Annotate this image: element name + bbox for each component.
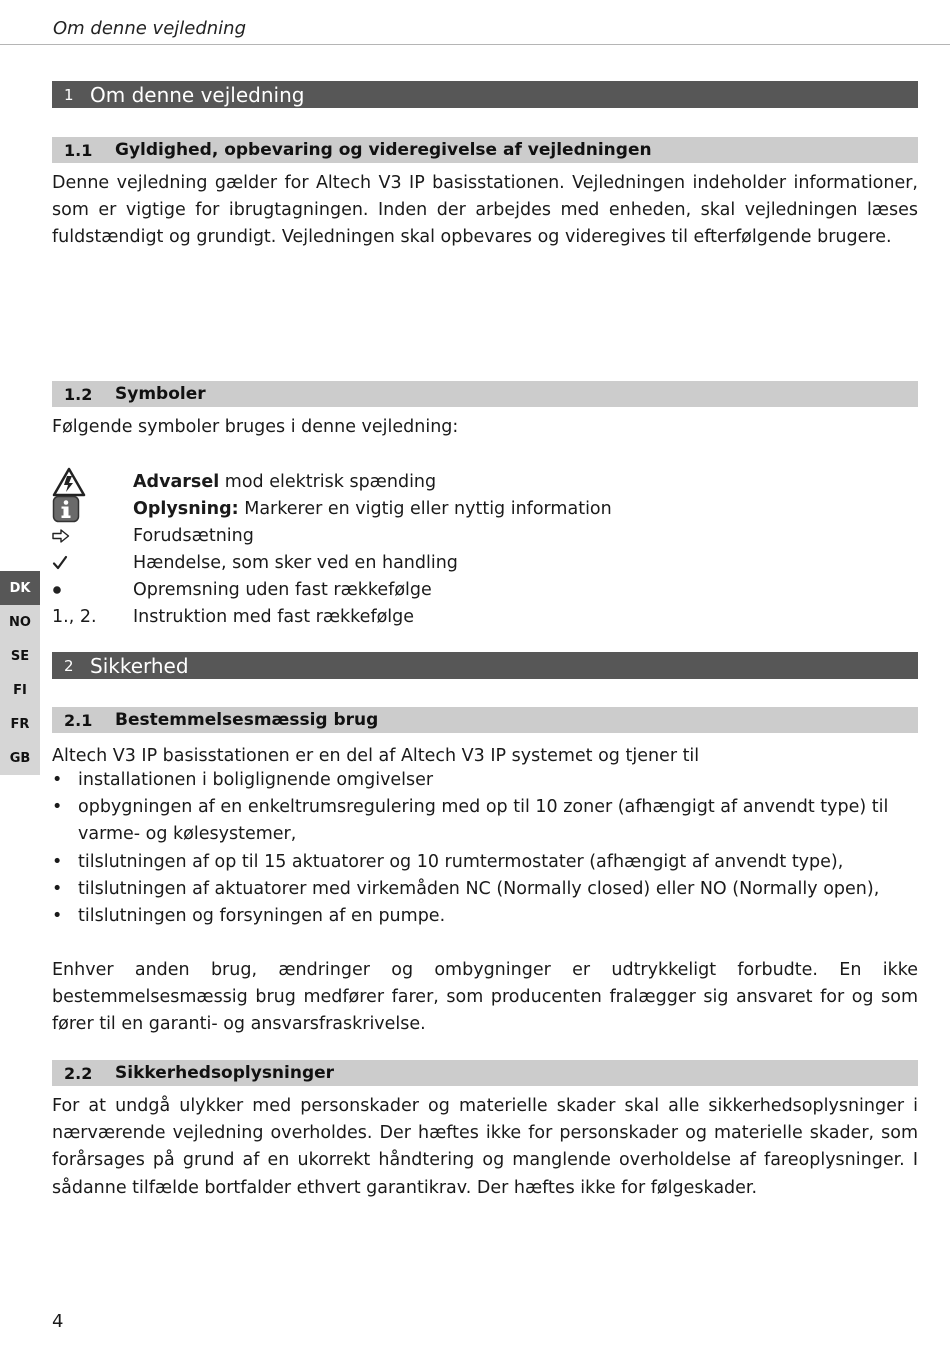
list-item: • installationen i boliglignende omgivelser: [52, 770, 434, 790]
symbol-text-prerequisite: Forudsætning: [133, 525, 254, 546]
numbered-marker: 1., 2.: [52, 606, 97, 627]
symbol-text-list: Opremsning uden fast rækkefølge: [133, 579, 432, 600]
section-2-1-intro: Altech V3 IP basisstationen er en del af Altech V3 IP systemet og tjener til: [52, 746, 700, 766]
info-icon: [52, 495, 133, 523]
symbol-row-warning: [52, 468, 918, 495]
language-tab-no[interactable]: NO: [9, 614, 31, 630]
section-1-2-title: Symboler: [115, 384, 206, 404]
symbol-bold-warning: Advarsel: [133, 471, 220, 492]
section-1-heading: [52, 81, 918, 108]
section-2-number: 2: [64, 656, 74, 675]
running-header: Om denne vejledning: [53, 18, 247, 39]
symbol-row-event: [52, 549, 918, 576]
symbol-row-info: [52, 495, 918, 522]
symbol-row-instruction: [52, 603, 918, 630]
section-1-2-number: 1.2: [64, 384, 93, 404]
page-number: 4: [52, 1311, 64, 1332]
symbol-text-event: Hændelse, som sker ved en handling: [133, 552, 458, 573]
language-tab-dk[interactable]: DK: [0, 571, 40, 605]
list-item: • tilslutningen af op til 15 aktuatorer og 10 rumtermostater (afhængigt af anvendt type),: [52, 851, 844, 872]
section-2-2-number: 2.2: [64, 1063, 93, 1083]
symbol-text-instruction: Instruktion med fast rækkefølge: [133, 606, 415, 627]
warning-electric-icon: [52, 467, 133, 497]
section-2-title: Sikkerhed: [90, 653, 189, 678]
list-item: • tilslutningen og forsyningen af en pumpe.: [52, 906, 446, 927]
section-1-1-number: 1.1: [64, 140, 93, 160]
section-2-1-heading: [52, 707, 918, 733]
symbols-intro: Følgende symboler bruges i denne vejledning:: [52, 417, 459, 437]
section-1-title: Om denne vejledning: [90, 82, 305, 107]
arrow-right-icon: [52, 529, 133, 543]
section-1-1-title: Gyldighed, opbevaring og videregivelse af vejledningen: [115, 140, 652, 160]
section-1-1-heading: [52, 137, 918, 163]
section-1-2-heading: [52, 381, 918, 407]
symbol-text-warning: mod elektrisk spænding: [219, 471, 437, 492]
checkmark-icon: [52, 555, 133, 571]
section-2-2-body: For at undgå ulykker med personskader og materielle skader skal alle sikkerhedsoplysninger i nærværende vejledning overholdes. Der hæftes ikke for personskader og materielle skader, som forårsages på grund af en ukorrekt håndtering og manglende overholdelse af fareoplysninger. I sådanne tilfælde bortfalder ethvert garantikrav. Der hæftes ikke for følgeskader.: [52, 1096, 918, 1198]
section-2-2-title: Sikkerhedsoplysninger: [115, 1063, 335, 1083]
language-tab-gb[interactable]: GB: [9, 750, 31, 766]
header-rule: [0, 44, 950, 45]
list-item: • tilslutningen af aktuatorer med virkemåden NC (Normally closed) eller NO (Normally open),: [52, 878, 880, 899]
language-tab-fi[interactable]: FI: [13, 682, 27, 698]
section-1-1-body: Denne vejledning gælder for Altech V3 IP basisstationen. Vejledningen indeholder informationer, som er vigtige for ibrugtagningen. Inden der arbejdes med enheden, skal vejledningen læses fuldstændigt og grundigt. Vejledningen skal opbevares og videregives til efterfølgende brugere.: [52, 173, 918, 248]
list-item: • opbygningen af en enkeltrumsregulering med op til 10 zoner (afhængigt af anvendt type) til varme- og kølesystemer,: [52, 797, 889, 845]
section-2-heading: [52, 652, 918, 679]
section-2-1-bullet-list: [52, 767, 918, 930]
section-2-2-heading: [52, 1060, 918, 1086]
bullet-icon: [52, 585, 133, 595]
symbol-bold-info: Oplysning:: [133, 498, 239, 519]
language-tab-fr[interactable]: FR: [10, 716, 30, 732]
symbol-row-list: [52, 576, 918, 603]
section-2-1-title: Bestemmelsesmæssig brug: [115, 710, 379, 730]
section-2-1-body: Enhver anden brug, ændringer og ombygninger er udtrykkeligt forbudte. En ikke bestemmelsesmæssig brug medfører farer, som producenten fralægger sig ansvaret for og som fører til en garanti- og ansvarsfraskrivelse.: [52, 960, 918, 1035]
symbol-row-prerequisite: [52, 522, 918, 549]
section-2-1-number: 2.1: [64, 710, 93, 730]
section-1-number: 1: [64, 85, 74, 104]
language-tabs: [0, 571, 40, 775]
language-tab-se[interactable]: SE: [10, 648, 30, 664]
symbol-text-info: Markerer en vigtig eller nyttig information: [238, 498, 612, 519]
